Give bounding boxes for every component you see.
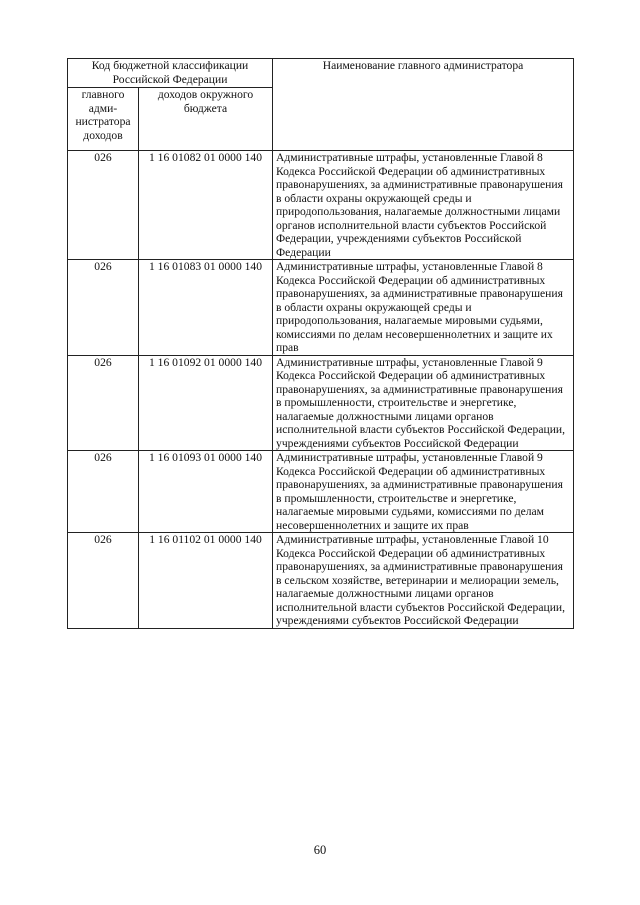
header-income-code: доходов окружного бюджета <box>139 88 273 151</box>
admin-code-cell: 026 <box>68 151 139 260</box>
admin-code-cell: 026 <box>68 355 139 451</box>
header-budget-classification-code: Код бюджетной классификации Российской Федерации <box>68 59 273 88</box>
admin-code-cell: 026 <box>68 451 139 533</box>
income-code-cell: 1 16 01093 01 0000 140 <box>139 451 273 533</box>
income-code-cell: 1 16 01083 01 0000 140 <box>139 260 273 356</box>
table-row <box>68 151 574 260</box>
table-body <box>68 151 574 629</box>
administrator-name-cell: Административные штрафы, установленные Главой 8 Кодекса Российской Федерации об административных правонарушениях, за административные правонарушения в области охраны окружающей среды и природопользования, налагаемые мировыми судьями, комиссиями по делам несовершеннолетних и защите их прав <box>273 260 574 356</box>
income-code-cell: 1 16 01092 01 0000 140 <box>139 355 273 451</box>
table-row <box>68 533 574 629</box>
page-number: 60 <box>313 843 327 857</box>
administrator-name-cell: Административные штрафы, установленные Главой 9 Кодекса Российской Федерации об административных правонарушениях, за административные правонарушения в промышленности, строительстве и энергетике, налагаемые должностными лицами органов исполнительной власти субъектов Российской Федерации, учреждениями субъектов Российской Федерации <box>273 355 574 451</box>
admin-code-cell: 026 <box>68 533 139 629</box>
administrator-name-cell: Административные штрафы, установленные Главой 10 Кодекса Российской Федерации об административных правонарушениях, за административные правонарушения в сельском хозяйстве, ветеринарии и мелиорации земель, налагаемые должностными лицами органов исполнительной власти субъектов Российской Федерации, учреждениями субъектов Российской Федерации <box>273 533 574 629</box>
budget-classification-table <box>67 58 574 629</box>
admin-code-cell: 026 <box>68 260 139 356</box>
table-row <box>68 451 574 533</box>
header-administrator-name: Наименование главного администратора <box>273 59 574 151</box>
income-code-cell: 1 16 01102 01 0000 140 <box>139 533 273 629</box>
income-code-cell: 1 16 01082 01 0000 140 <box>139 151 273 260</box>
administrator-name-cell: Административные штрафы, установленные Главой 8 Кодекса Российской Федерации об административных правонарушениях, за административные правонарушения в области охраны окружающей среды и природопользования, налагаемые должностными лицами органов исполнительной власти субъектов Российской Федерации, учреждениями субъектов Российской Федерации <box>273 151 574 260</box>
table-row <box>68 260 574 356</box>
table-row <box>68 355 574 451</box>
table-header <box>68 59 574 151</box>
header-admin-code: главного адми-нистратора доходов <box>68 88 139 151</box>
administrator-name-cell: Административные штрафы, установленные Главой 9 Кодекса Российской Федерации об административных правонарушениях, за административные правонарушения в промышленности, строительстве и энергетике, налагаемые мировыми судьями, комиссиями по делам несовершеннолетних и защите их прав <box>273 451 574 533</box>
